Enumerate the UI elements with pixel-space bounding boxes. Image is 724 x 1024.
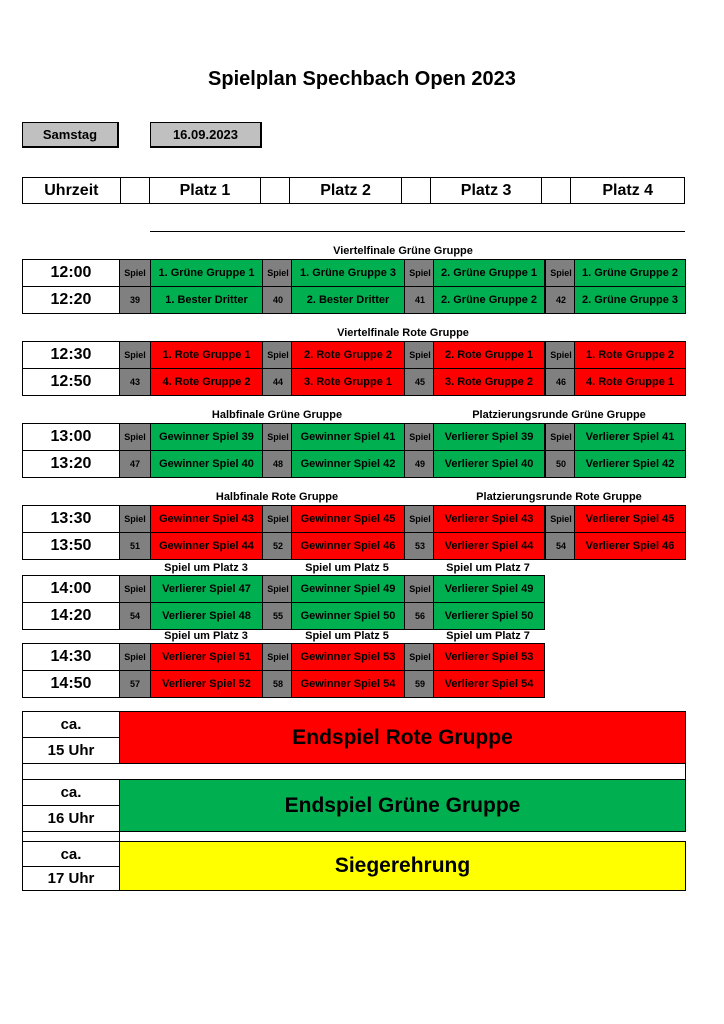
match-team: Verlierer Spiel 40 xyxy=(433,450,545,478)
game-number: 54 xyxy=(545,532,577,560)
game-number: 57 xyxy=(119,670,151,698)
header-court-3: Platz 3 xyxy=(431,178,543,203)
game-number: 48 xyxy=(262,450,294,478)
game-number: 39 xyxy=(119,286,151,314)
match-team: Gewinner Spiel 40 xyxy=(150,450,263,478)
match-team: Verlierer Spiel 43 xyxy=(433,505,545,533)
time-slot: 14:50 xyxy=(22,670,120,698)
section-heading: Viertelfinale Grüne Gruppe xyxy=(333,245,473,257)
game-number: Spiel xyxy=(404,505,436,533)
section-heading: Viertelfinale Rote Gruppe xyxy=(337,327,469,339)
header-spacer xyxy=(542,178,571,203)
game-number: 54 xyxy=(119,602,151,630)
game-number: 47 xyxy=(119,450,151,478)
game-number: 43 xyxy=(119,368,151,396)
section-heading: Spiel um Platz 5 xyxy=(305,562,389,574)
match-team: 4. Rote Gruppe 1 xyxy=(574,368,686,396)
final-time-label: 15 Uhr xyxy=(22,737,120,764)
match-team: Gewinner Spiel 50 xyxy=(291,602,405,630)
header-spacer xyxy=(261,178,290,203)
match-team: 3. Rote Gruppe 2 xyxy=(433,368,545,396)
game-number: 45 xyxy=(404,368,436,396)
section-heading: Spiel um Platz 5 xyxy=(305,630,389,642)
final-ca-label: ca. xyxy=(22,779,120,806)
match-team: 4. Rote Gruppe 2 xyxy=(150,368,263,396)
header-court-2: Platz 2 xyxy=(290,178,402,203)
game-number: 58 xyxy=(262,670,294,698)
match-team: Verlierer Spiel 53 xyxy=(433,643,545,671)
match-team: Verlierer Spiel 52 xyxy=(150,670,263,698)
match-team: Gewinner Spiel 44 xyxy=(150,532,263,560)
match-team: Verlierer Spiel 46 xyxy=(574,532,686,560)
game-number: 44 xyxy=(262,368,294,396)
match-team: Gewinner Spiel 46 xyxy=(291,532,405,560)
match-team: Verlierer Spiel 49 xyxy=(433,575,545,603)
game-number: Spiel xyxy=(404,575,436,603)
time-slot: 13:50 xyxy=(22,532,120,560)
time-slot: 14:00 xyxy=(22,575,120,603)
match-team: 1. Grüne Gruppe 3 xyxy=(291,259,405,287)
time-slot: 13:30 xyxy=(22,505,120,533)
game-number: 53 xyxy=(404,532,436,560)
game-number: Spiel xyxy=(119,341,151,369)
match-team: 2. Rote Gruppe 2 xyxy=(291,341,405,369)
match-team: 3. Rote Gruppe 1 xyxy=(291,368,405,396)
match-team: 1. Rote Gruppe 1 xyxy=(150,341,263,369)
final-time-label: 17 Uhr xyxy=(22,866,120,891)
match-team: 1. Rote Gruppe 2 xyxy=(574,341,686,369)
game-number: Spiel xyxy=(545,259,577,287)
match-team: Gewinner Spiel 43 xyxy=(150,505,263,533)
game-number: Spiel xyxy=(404,259,436,287)
date-label: 16.09.2023 xyxy=(150,122,262,148)
game-number: 59 xyxy=(404,670,436,698)
section-heading: Spiel um Platz 7 xyxy=(446,562,530,574)
game-number: Spiel xyxy=(262,423,294,451)
section-heading: Spiel um Platz 3 xyxy=(164,630,248,642)
game-number: 40 xyxy=(262,286,294,314)
section-heading: Platzierungsrunde Rote Gruppe xyxy=(476,491,642,503)
game-number: 56 xyxy=(404,602,436,630)
match-team: Verlierer Spiel 48 xyxy=(150,602,263,630)
match-team: 1. Grüne Gruppe 2 xyxy=(574,259,686,287)
match-team: 1. Grüne Gruppe 1 xyxy=(150,259,263,287)
time-slot: 13:20 xyxy=(22,450,120,478)
match-team: Verlierer Spiel 47 xyxy=(150,575,263,603)
match-team: Verlierer Spiel 45 xyxy=(574,505,686,533)
match-team: Verlierer Spiel 41 xyxy=(574,423,686,451)
match-team: Verlierer Spiel 51 xyxy=(150,643,263,671)
match-team: 2. Grüne Gruppe 2 xyxy=(433,286,545,314)
match-team: 2. Rote Gruppe 1 xyxy=(433,341,545,369)
game-number: 50 xyxy=(545,450,577,478)
time-slot: 14:30 xyxy=(22,643,120,671)
match-team: Verlierer Spiel 39 xyxy=(433,423,545,451)
game-number: Spiel xyxy=(119,259,151,287)
time-slot: 13:00 xyxy=(22,423,120,451)
header-row xyxy=(22,177,685,204)
game-number: Spiel xyxy=(262,643,294,671)
game-number: Spiel xyxy=(545,505,577,533)
game-number: Spiel xyxy=(262,575,294,603)
match-team: Gewinner Spiel 53 xyxy=(291,643,405,671)
game-number: Spiel xyxy=(262,505,294,533)
game-number: 55 xyxy=(262,602,294,630)
section-heading: Spiel um Platz 7 xyxy=(446,630,530,642)
game-number: Spiel xyxy=(404,341,436,369)
section-heading: Halbfinale Grüne Gruppe xyxy=(211,409,343,421)
game-number: Spiel xyxy=(119,575,151,603)
divider-line xyxy=(150,231,685,232)
section-heading: Platzierungsrunde Grüne Gruppe xyxy=(472,409,646,421)
time-slot: 12:00 xyxy=(22,259,120,287)
game-number: 42 xyxy=(545,286,577,314)
match-team: 2. Bester Dritter xyxy=(291,286,405,314)
game-number: 51 xyxy=(119,532,151,560)
time-slot: 12:30 xyxy=(22,341,120,369)
section-heading: Spiel um Platz 3 xyxy=(164,562,248,574)
match-team: Gewinner Spiel 39 xyxy=(150,423,263,451)
game-number: Spiel xyxy=(404,643,436,671)
time-slot: 12:50 xyxy=(22,368,120,396)
game-number: 41 xyxy=(404,286,436,314)
game-number: Spiel xyxy=(119,643,151,671)
game-number: Spiel xyxy=(262,259,294,287)
match-team: Verlierer Spiel 44 xyxy=(433,532,545,560)
match-team: Gewinner Spiel 54 xyxy=(291,670,405,698)
final-green-group: Endspiel Grüne Gruppe xyxy=(119,779,686,832)
final-ca-label: ca. xyxy=(22,711,120,738)
final-ca-label: ca. xyxy=(22,841,120,867)
header-time: Uhrzeit xyxy=(23,178,121,203)
game-number: Spiel xyxy=(545,341,577,369)
game-number: Spiel xyxy=(119,505,151,533)
match-team: Gewinner Spiel 41 xyxy=(291,423,405,451)
header-court-1: Platz 1 xyxy=(150,178,262,203)
match-team: 2. Grüne Gruppe 1 xyxy=(433,259,545,287)
game-number: Spiel xyxy=(545,423,577,451)
match-team: Gewinner Spiel 45 xyxy=(291,505,405,533)
spacer-row xyxy=(22,763,686,780)
time-slot: 12:20 xyxy=(22,286,120,314)
final-red-group: Endspiel Rote Gruppe xyxy=(119,711,686,764)
award-ceremony: Siegerehrung xyxy=(119,841,686,891)
match-team: Gewinner Spiel 42 xyxy=(291,450,405,478)
match-team: 1. Bester Dritter xyxy=(150,286,263,314)
header-spacer xyxy=(121,178,150,203)
match-team: Verlierer Spiel 54 xyxy=(433,670,545,698)
final-time-label: 16 Uhr xyxy=(22,805,120,832)
page-title: Spielplan Spechbach Open 2023 xyxy=(208,68,516,90)
day-label: Samstag xyxy=(22,122,119,148)
game-number: Spiel xyxy=(262,341,294,369)
time-slot: 14:20 xyxy=(22,602,120,630)
game-number: Spiel xyxy=(404,423,436,451)
section-heading: Halbfinale Rote Gruppe xyxy=(215,491,339,503)
match-team: Gewinner Spiel 49 xyxy=(291,575,405,603)
game-number: 46 xyxy=(545,368,577,396)
game-number: 49 xyxy=(404,450,436,478)
game-number: Spiel xyxy=(119,423,151,451)
header-spacer xyxy=(402,178,431,203)
match-team: Verlierer Spiel 42 xyxy=(574,450,686,478)
match-team: 2. Grüne Gruppe 3 xyxy=(574,286,686,314)
game-number: 52 xyxy=(262,532,294,560)
header-court-4: Platz 4 xyxy=(602,181,654,199)
match-team: Verlierer Spiel 50 xyxy=(433,602,545,630)
